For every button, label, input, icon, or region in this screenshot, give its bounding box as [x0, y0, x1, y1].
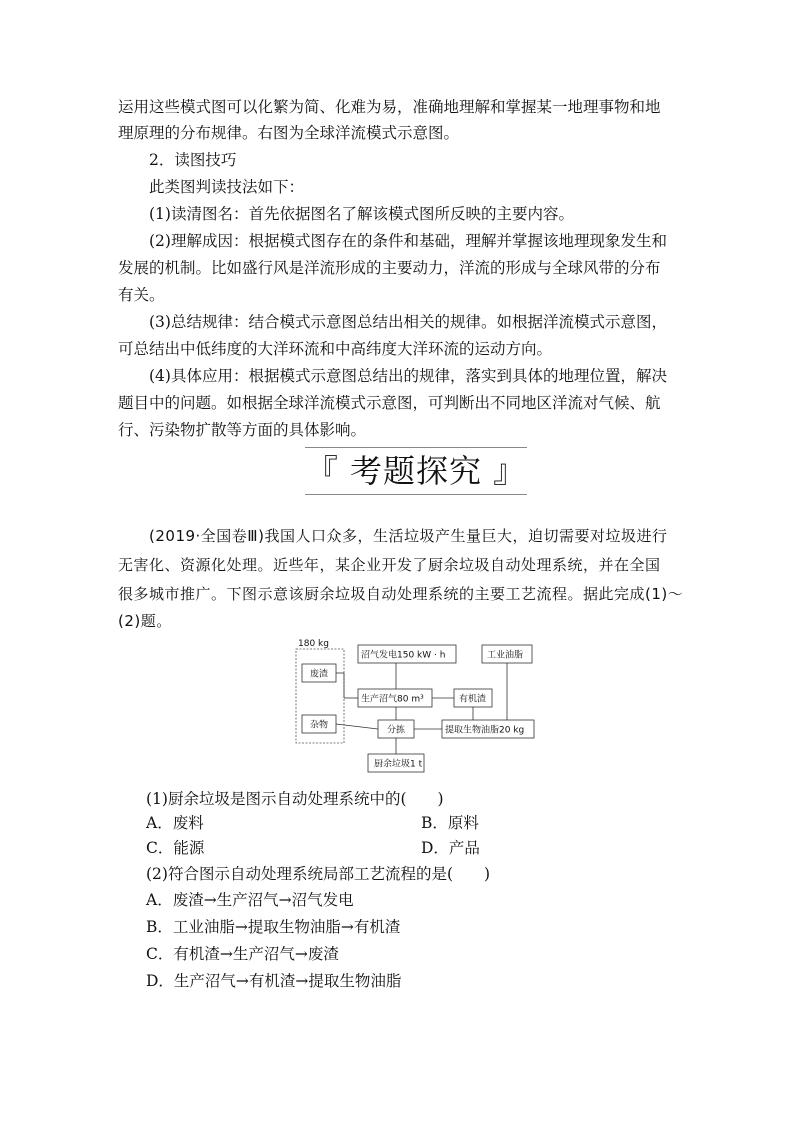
question-line-4: (2)题。 — [118, 612, 172, 630]
sorting-label: 分拣 — [387, 725, 406, 736]
q2-option-a[interactable]: A．废渣→生产沼气→沼气发电 — [146, 891, 354, 909]
waste-residue-label: 废渣 — [310, 669, 329, 680]
kitchen-waste-label: 厨余垃圾1 t — [374, 759, 423, 770]
item-2-line-2: 发展的机制。比如盛行风是洋流形成的主要动力，洋流的形成与全球风带的分布 — [118, 259, 661, 277]
q1-option-c[interactable]: C．能源 — [146, 839, 205, 857]
item-1: (1)读清图名：首先依据图名了解该模式图所反映的主要内容。 — [149, 205, 574, 223]
process-flow-diagram — [290, 632, 542, 780]
q2-option-d[interactable]: D．生产沼气→有机渣→提取生物油脂 — [146, 972, 402, 990]
item-4-line-2: 题目中的问题。如根据全球洋流模式示意图，可判断出不同地区洋流对气候、航 — [118, 394, 661, 412]
sundries-label: 杂物 — [310, 720, 329, 731]
section-heading: 2．读图技巧 — [149, 151, 237, 169]
q1-option-a[interactable]: A．废料 — [146, 814, 204, 832]
industrial-oil-label: 工业油脂 — [487, 650, 524, 661]
item-3-line-1: (3)总结规律：结合模式示意图总结出相关的规律。如根据洋流模式示意图， — [149, 313, 667, 331]
q1-option-b[interactable]: B．原料 — [421, 814, 479, 832]
question-line-3: 很多城市推广。下图示意该厨余垃圾自动处理系统的主要工艺流程。据此完成(1)～ — [118, 585, 684, 603]
intro-line-2: 理原理的分布规律。右图为全球洋流模式示意图。 — [118, 124, 460, 142]
intro-line-1: 运用这些模式图可以化繁为简、化难为易，准确地理解和掌握某一地理事物和地 — [118, 98, 661, 116]
lead-text: 此类图判读技法如下： — [149, 178, 305, 196]
q2-option-c[interactable]: C．有机渣→生产沼气→废渣 — [146, 945, 339, 963]
item-4-line-1: (4)具体应用：根据模式示意图总结出的规律，落实到具体的地理位置，解决 — [149, 367, 667, 385]
q1-option-d[interactable]: D．产品 — [421, 839, 480, 857]
q2-stem: (2)符合图示自动处理系统局部工艺流程的是( ) — [146, 865, 491, 883]
mass-label: 180 kg — [298, 639, 329, 649]
bio-oil-label: 提取生物油脂20 kg — [445, 725, 525, 736]
item-2-line-3: 有关。 — [118, 286, 165, 304]
biogas-power-label: 沼气发电150 kW · h — [361, 650, 446, 661]
item-3-line-2: 可总结出中低纬度的大洋环流和中高纬度大洋环流的运动方向。 — [118, 340, 553, 358]
organic-residue-label: 有机渣 — [459, 694, 487, 705]
biogas-production-label: 生产沼气80 m³ — [361, 694, 424, 705]
connector-lines — [336, 663, 507, 754]
question-line-1: (2019·全国卷Ⅲ)我国人口众多，生活垃圾产生量巨大，迫切需要对垃圾进行 — [149, 527, 668, 545]
question-line-2: 无害化、资源化处理。近些年，某企业开发了厨余垃圾自动处理系统，并在全国 — [118, 556, 661, 574]
item-2-line-1: (2)理解成因：根据模式图存在的条件和基础，理解并掌握该地理现象发生和 — [149, 232, 667, 250]
section-banner: 『 考题探究 』 — [305, 447, 527, 495]
q2-option-b[interactable]: B．工业油脂→提取生物油脂→有机渣 — [146, 918, 401, 936]
item-4-line-3: 行、污染物扩散等方面的具体影响。 — [118, 421, 367, 439]
q1-stem: (1)厨余垃圾是图示自动处理系统中的( ) — [146, 790, 444, 808]
